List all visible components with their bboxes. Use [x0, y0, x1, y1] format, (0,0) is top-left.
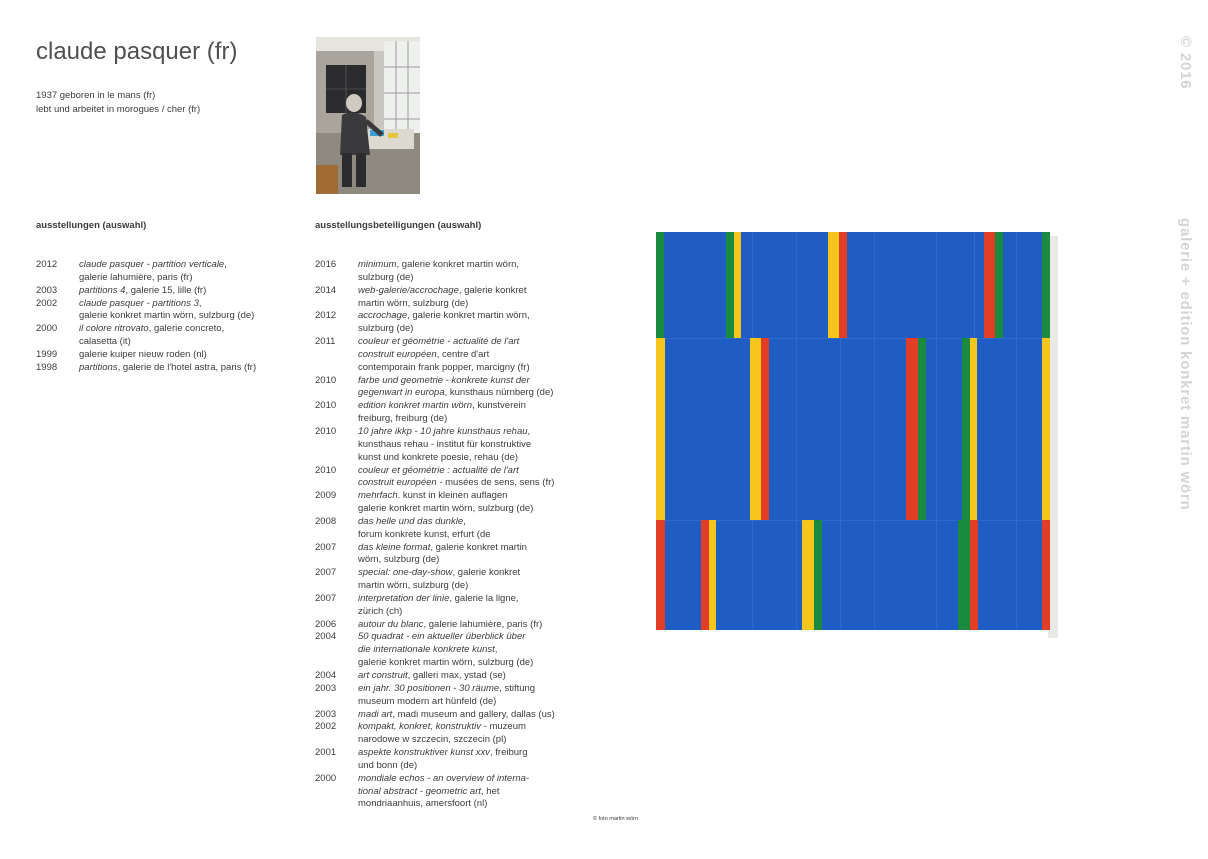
group-exhibition-title: 50 quadrat - ein aktueller überblick über [358, 631, 526, 643]
group-exhibition-text [358, 773, 565, 812]
group-exhibition-row [315, 310, 565, 336]
group-exhibition-year: 2009 [315, 490, 337, 502]
exhibition-detail: , galerie de l'hotel astra, paris (fr) [117, 361, 257, 373]
artwork-stripe [958, 520, 970, 630]
studio-photo-image [316, 37, 420, 194]
exhibition-row [36, 349, 296, 362]
group-exhibition-row [315, 631, 565, 670]
group-exhibition-line [358, 516, 565, 529]
exhibition-text [79, 259, 296, 285]
group-exhibition-year: 2000 [315, 772, 337, 784]
group-exhibition-line [358, 426, 565, 439]
group-exhibition-detail: kunst und konkrete poesie, rehau (de) [358, 451, 519, 463]
group-exhibition-detail: , kunstverein [472, 400, 526, 412]
group-exhibition-line [358, 657, 565, 670]
artwork-gridline [936, 232, 937, 630]
group-exhibition-line [358, 734, 565, 747]
artwork-stripe [814, 520, 822, 630]
group-exhibition-line [358, 465, 565, 478]
group-exhibition-title: edition konkret martin wörn [358, 400, 473, 412]
artwork-gridline [1016, 232, 1017, 630]
group-exhibition-line [358, 619, 565, 632]
group-exhibition-detail: narodowe w szczecin, szczecin (pl) [358, 734, 507, 746]
group-exhibition-year: 2016 [315, 259, 337, 270]
group-exhibition-detail: sulzburg (de) [358, 323, 414, 335]
group-exhibition-year: 2014 [315, 284, 337, 296]
group-exhibition-line [358, 400, 565, 413]
artwork-stripe [734, 232, 741, 338]
group-exhibition-line [358, 490, 565, 503]
group-exhibition-year: 2010 [315, 374, 337, 386]
exhibition-detail: , galerie 15, lille (fr) [125, 284, 207, 296]
group-exhibition-line [358, 542, 565, 555]
group-exhibition-line [358, 387, 565, 400]
group-exhibition-year: 2006 [315, 618, 337, 630]
group-exhibition-row [315, 670, 565, 683]
group-exhibition-row [315, 683, 565, 709]
group-exhibition-text [358, 336, 565, 375]
group-exhibition-text [358, 593, 565, 619]
group-exhibition-line [358, 670, 565, 683]
group-exhibition-row [315, 259, 565, 285]
group-exhibition-detail: martin wörn, sulzburg (de) [358, 580, 469, 592]
artwork-stripe [984, 232, 995, 338]
exhibition-row [36, 259, 296, 285]
group-exhibition-text [358, 683, 565, 709]
exhibition-year: 2000 [36, 323, 58, 335]
group-exhibition-line [358, 580, 565, 593]
group-exhibition-text [358, 259, 565, 285]
group-exhibition-row [315, 747, 565, 773]
exhibition-line [79, 298, 296, 311]
exhibitions-list [36, 259, 296, 375]
group-exhibition-line [358, 709, 565, 722]
group-exhibition-year: 2003 [315, 708, 337, 720]
exhibitions-heading: ausstellungen (auswahl) [36, 220, 147, 231]
group-exhibition-title: das kleine format [358, 541, 431, 553]
group-exhibition-row [315, 593, 565, 619]
group-exhibition-line [358, 336, 565, 349]
exhibition-detail: , [224, 259, 227, 270]
group-exhibition-text [358, 426, 565, 465]
exhibition-year: 1998 [36, 361, 58, 373]
group-exhibition-title: interpretation der linie [358, 592, 450, 604]
group-exhibition-detail: , galerie lahumière, paris (fr) [423, 618, 543, 630]
group-exhibition-line [358, 272, 565, 285]
group-exhibition-title: construit européen [358, 477, 437, 489]
group-exhibition-title: construit européen [358, 348, 437, 360]
group-exhibition-detail: , galerie konkret [458, 284, 527, 296]
group-exhibition-detail: wörn, sulzburg (de) [358, 554, 440, 566]
group-exhibition-line [358, 259, 565, 272]
group-exhibition-detail: - muzeum [481, 721, 526, 733]
group-exhibition-text [358, 567, 565, 593]
group-exhibition-year: 2011 [315, 336, 336, 348]
group-exhibition-line [358, 349, 565, 362]
group-exhibition-row [315, 567, 565, 593]
group-exhibition-text [358, 670, 565, 683]
group-exhibition-title: minimum [358, 259, 397, 270]
group-exhibition-detail: , galerie la ligne, [449, 592, 519, 604]
group-exhibition-line [358, 721, 565, 734]
group-exhibition-text [358, 721, 565, 747]
artwork-stripe [750, 338, 761, 520]
group-exhibition-line [358, 529, 565, 542]
group-exhibition-text [358, 285, 565, 311]
group-exhibition-detail: , het [481, 785, 500, 797]
group-exhibition-line [358, 683, 565, 696]
group-exhibition-title: special: one-day-show [358, 567, 453, 579]
group-exhibition-text [358, 375, 565, 401]
group-exhibition-title: aspekte konstruktiver kunst xxv [358, 747, 490, 759]
group-exhibition-line [358, 413, 565, 426]
photo-credit: © foto martin wörn [593, 816, 639, 822]
group-exhibition-line [358, 760, 565, 773]
exhibition-title: claude pasquer - partition verticale [79, 259, 225, 270]
exhibition-line: galerie konkret martin wörn, sulzburg (de) [79, 310, 255, 322]
artwork-stripe [656, 338, 665, 520]
group-exhibition-detail: , [463, 515, 466, 527]
group-exhibition-text [358, 310, 565, 336]
artwork-stripe [839, 232, 847, 338]
artwork-stripe [1042, 338, 1050, 520]
exhibition-year: 2003 [36, 284, 58, 296]
group-exhibition-row [315, 400, 565, 426]
group-exhibition-title: art construit [358, 670, 408, 681]
group-exhibition-text [358, 516, 565, 542]
group-exhibition-line [358, 773, 565, 786]
group-exhibition-line [358, 798, 565, 811]
group-exhibition-detail: , centre d'art [436, 348, 490, 360]
group-exhibition-detail: , galerie konkret martin [430, 541, 527, 553]
artwork-stripe [709, 520, 716, 630]
group-exhibition-row [315, 465, 565, 491]
group-exhibition-row [315, 336, 565, 375]
group-exhibition-title: accrochage [358, 310, 408, 322]
bio-line: lebt und arbeitet in morogues / cher (fr) [36, 104, 201, 115]
exhibition-detail: , [198, 297, 202, 309]
artwork-stripe [962, 338, 970, 520]
artwork-gridline [874, 232, 875, 630]
artwork-gridline [656, 338, 1050, 339]
group-exhibition-text [358, 400, 565, 426]
group-exhibition-text [358, 490, 565, 516]
group-exhibition-title: die internationale konkrete kunst [358, 644, 495, 656]
group-exhibition-detail: , stiftung [499, 682, 536, 694]
artist-bio [36, 89, 200, 117]
exhibition-title: claude pasquer - partitions 3 [79, 297, 199, 309]
group-exhibition-line [358, 631, 565, 644]
group-exhibition-title: gegenwart in europa [358, 387, 445, 399]
group-exhibition-detail: kunsthaus rehau - institut für konstruktive [358, 438, 532, 450]
artwork-stripe [970, 520, 978, 630]
group-exhibition-year: 2003 [315, 682, 337, 694]
group-exhibition-year: 2012 [315, 310, 337, 322]
group-exhibition-detail: , [527, 425, 531, 437]
group-exhibition-text [358, 619, 565, 632]
exhibition-row [36, 298, 296, 324]
group-exhibition-year: 2007 [315, 567, 337, 579]
exhibition-text [79, 349, 296, 362]
group-exhibition-title: kompakt, konkret, konstruktiv [358, 721, 482, 733]
group-exhibition-title: couleur et géométrie : actualité de l'art [358, 464, 519, 476]
group-exhibition-line [358, 567, 565, 580]
group-exhibition-detail: , galerie konkret martin wörn, [407, 310, 530, 322]
group-exhibition-detail: martin wörn, sulzburg (de) [358, 297, 469, 309]
artwork-stripe [701, 520, 709, 630]
exhibition-row [36, 362, 296, 375]
group-exhibition-title: couleur et géométrie - actualité de l'art [358, 336, 520, 348]
group-exhibition-detail: , galerie konkret martin wörn, [396, 259, 520, 270]
group-exhibition-row [315, 490, 565, 516]
group-exhibition-title: tional abstract - geometric art [358, 785, 482, 797]
group-exhibition-title: farbe und geometrie - konkrete kunst der [358, 374, 530, 386]
group-exhibition-detail: sulzburg (de) [358, 271, 414, 283]
group-exhibition-line [358, 644, 565, 657]
group-exhibition-line [358, 362, 565, 375]
group-exhibition-line [358, 439, 565, 452]
group-exhibition-row [315, 619, 565, 632]
group-exhibition-detail: und bonn (de) [358, 759, 418, 771]
group-exhibition-year: 2008 [315, 515, 337, 527]
group-exhibition-title: autour du blanc [358, 618, 424, 630]
group-exhibition-detail: , galerie konkret [452, 567, 521, 579]
group-exhibition-year: 2001 [315, 747, 337, 759]
group-exhibition-row [315, 773, 565, 812]
artwork-stripe [802, 520, 814, 630]
group-exhibition-detail: , madi museum and gallery, dallas (us) [392, 708, 555, 720]
group-exhibition-year: 2004 [315, 631, 337, 643]
group-exhibition-line [358, 696, 565, 709]
artwork-stripe [1042, 520, 1050, 630]
gallery-name-vertical: galerie + edition konkret martin wörn [1177, 218, 1194, 511]
exhibition-line [79, 323, 296, 336]
artwork-stripe [656, 520, 665, 630]
group-exhibition-text [358, 747, 565, 773]
group-exhibition-year: 2004 [315, 670, 337, 681]
exhibition-line: galerie lahumière, paris (fr) [79, 271, 193, 283]
group-exhibition-title: ein jahr. 30 positionen - 30 räume [358, 682, 500, 694]
artwork-stripe [1042, 232, 1050, 338]
group-exhibition-line [358, 452, 565, 465]
exhibition-title: partitions 4 [79, 284, 126, 296]
exhibition-year: 1999 [36, 348, 58, 360]
group-exhibition-text [358, 709, 565, 722]
group-exhibition-line [358, 747, 565, 760]
group-exhibition-line [358, 298, 565, 311]
exhibition-line: calasetta (it) [79, 336, 131, 348]
group-exhibition-detail: galerie konkret martin wörn, sulzburg (de) [358, 657, 534, 669]
artwork-stripe [995, 232, 1003, 338]
artwork-stripe [761, 338, 769, 520]
exhibition-year: 2012 [36, 259, 58, 270]
group-exhibition-detail: , kunsthaus nürnberg (de) [444, 387, 554, 399]
group-exhibition-line [358, 477, 565, 490]
group-exhibition-text [358, 631, 565, 670]
group-exhibition-detail: - musées de sens, sens (fr) [436, 477, 555, 489]
group-exhibition-detail: forum konkrete kunst, erfurt (de [358, 528, 491, 540]
artwork-gridline [796, 232, 797, 630]
artwork-stripe [828, 232, 839, 338]
group-exhibition-detail: freiburg, freiburg (de) [358, 413, 448, 425]
group-exhibition-line [358, 375, 565, 388]
group-exhibition-line [358, 554, 565, 567]
group-exhibition-line [358, 310, 565, 323]
group-exhibition-line [358, 786, 565, 799]
group-exhibition-detail: galerie konkret martin wörn, sulzburg (de) [358, 503, 534, 515]
artwork-stripe [918, 338, 926, 520]
exhibition-text [79, 285, 296, 298]
group-exhibition-row [315, 709, 565, 722]
group-exhibition-year: 2007 [315, 592, 337, 604]
group-exhibition-detail: mondriaanhuis, amersfoort (nl) [358, 798, 488, 810]
artist-name: claude pasquer (fr) [36, 38, 238, 65]
group-exhibition-detail: , [494, 644, 498, 656]
group-exhibitions-list [315, 259, 565, 811]
group-exhibition-text [358, 542, 565, 568]
group-exhibitions-heading: ausstellungsbeteiligungen (auswahl) [315, 220, 482, 231]
exhibition-row [36, 323, 296, 349]
group-exhibition-title: das helle und das dunkle [358, 515, 464, 527]
copyright-vertical: © 2016 [1177, 36, 1194, 90]
exhibition-line [79, 285, 296, 298]
exhibition-text [79, 323, 296, 349]
group-exhibition-line [358, 606, 565, 619]
artist-photo [316, 37, 420, 194]
group-exhibition-detail: museum modern art hünfeld (de) [358, 695, 497, 707]
group-exhibition-title: 10 jahre ikkp - 10 jahre kunsthaus rehau [358, 425, 528, 437]
artwork-stripe [906, 338, 918, 520]
exhibition-year: 2002 [36, 297, 58, 309]
group-exhibition-detail: zürich (ch) [358, 605, 403, 617]
group-exhibition-line [358, 323, 565, 336]
bio-line: 1937 geboren in le mans (fr) [36, 90, 156, 101]
group-exhibition-title: web-galerie/accrochage [358, 284, 459, 296]
artwork-stripe [656, 232, 664, 338]
exhibition-title: partitions [79, 361, 118, 373]
exhibition-text [79, 298, 296, 324]
group-exhibition-row [315, 721, 565, 747]
group-exhibition-line [358, 503, 565, 516]
group-exhibition-line [358, 285, 565, 298]
group-exhibition-title: mehrfach [358, 490, 398, 502]
exhibition-detail: galerie kuiper nieuw roden (nl) [79, 348, 207, 360]
exhibition-title: il colore ritrovato [79, 323, 149, 335]
exhibition-row [36, 285, 296, 298]
group-exhibition-year: 2007 [315, 541, 337, 553]
group-exhibition-text [358, 465, 565, 491]
exhibition-detail: , galerie concreto, [148, 323, 225, 335]
exhibition-line [79, 362, 296, 375]
group-exhibition-year: 2010 [315, 425, 337, 437]
group-exhibition-row [315, 542, 565, 568]
group-exhibition-detail: , galleri max, ystad (se) [407, 670, 506, 681]
group-exhibition-year: 2010 [315, 464, 337, 476]
group-exhibition-detail: contemporain frank popper, marcigny (fr) [358, 361, 530, 373]
group-exhibition-year: 2002 [315, 721, 337, 733]
group-exhibition-row [315, 375, 565, 401]
exhibition-line [79, 259, 296, 272]
group-exhibition-line [358, 593, 565, 606]
exhibition-line [79, 349, 296, 362]
artwork-stripe [970, 338, 977, 520]
artwork-stripe [726, 232, 734, 338]
group-exhibition-title: mondiale echos - an overview of interna- [358, 772, 530, 784]
group-exhibition-title: madi art [358, 708, 393, 720]
artwork-image [646, 222, 1064, 640]
group-exhibition-detail: , freiburg [490, 747, 528, 759]
exhibition-text [79, 362, 296, 375]
group-exhibition-detail: . kunst in kleinen auflagen [397, 490, 508, 502]
group-exhibition-row [315, 426, 565, 465]
group-exhibition-row [315, 516, 565, 542]
group-exhibition-row [315, 285, 565, 311]
group-exhibition-year: 2010 [315, 400, 337, 412]
